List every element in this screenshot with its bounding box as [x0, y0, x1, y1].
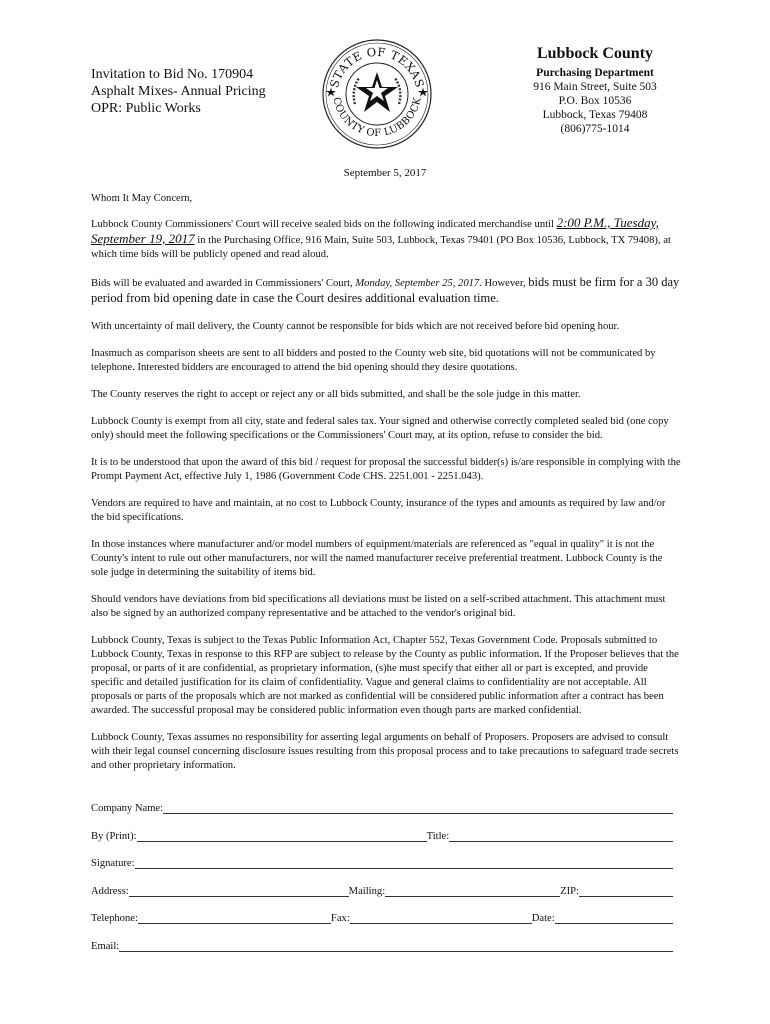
paragraph-bid-deadline [91, 216, 681, 262]
phone-number: (806)775-1014 [560, 123, 630, 135]
title-field[interactable] [449, 830, 673, 842]
department-name: Purchasing Department [536, 67, 654, 79]
telephone-field[interactable] [138, 912, 331, 924]
star-seal-icon [321, 38, 433, 150]
fax-label: Fax: [330, 913, 350, 924]
city-state-zip: Lubbock, Texas 79408 [542, 109, 648, 121]
text-run: However, [481, 278, 529, 289]
paragraph-tax-exempt: Lubbock County is exempt from all city, state and federal sales tax. Your signed and otherwise correctly completed sealed bid (one copy only) should meet the following specifications or the Commissioners' Court may, at its option, refuse to consider the bid. [91, 416, 669, 441]
company-name-label: Company Name: [91, 803, 164, 814]
zip-label: ZIP: [560, 885, 580, 897]
text-run: Lubbock County Commissioners' Court will receive sealed bids on the following indicated merchandise until [91, 219, 557, 230]
bid-title: Asphalt Mixes- Annual Pricing [91, 84, 266, 99]
signature-label: Signature: [91, 858, 135, 869]
street-address: 916 Main Street, Suite 503 [533, 81, 657, 93]
bid-info [91, 66, 266, 117]
paragraph-comparison: Inasmuch as comparison sheets are sent to all bidders and posted to the County web site, bid quotations will not be communicated by telephone. Interested bidders are encouraged to attend the bid opening should they desire quotations. [91, 348, 656, 373]
paragraph-equal-quality: In those instances where manufacturer and/or model numbers of equipment/materials are referenced as "equal in quality" it is not the County's intent to rule out other manufacturers, nor will the named manufacturer receive preferential treatment. Lubbock County is the sole judge in determining the suitability of items bid. [91, 539, 663, 578]
form-row-address [91, 883, 673, 897]
letter-body [91, 192, 681, 786]
deadline-highlight: 2:00 P.M., Tuesday, September 19, 2017 [91, 215, 659, 246]
form-row-phone [91, 910, 673, 924]
seal-top-text: STATE OF TEXAS [326, 44, 428, 90]
text-run: in the Purchasing Office, 916 Main, Suite 503, Lubbock, Texas 79401 (PO Box 10536, Lubbock, TX 79408), at which time bids will be publicly opened and read aloud. [91, 235, 671, 260]
email-label: Email: [91, 940, 120, 952]
form-row-signature [91, 855, 673, 869]
by-print-label: By (Print): [91, 830, 137, 842]
paragraph-public-info: Lubbock County, Texas is subject to the Texas Public Information Act, Chapter 552, Texas Government Code. Proposals submitted to Lubbock County, Texas in response to this RFP are subject to release by the County as public information. If the Proposer believes that the proposal, or parts of it are confidential, as proprietary information, (s)he must specify that either all or part is excepted, and provide specific and detailed justification for its claim of confidentiality. Vague and general claims to confidentiality are not acceptable. All proposals or parts of the proposals which are not marked as confidential will be considered public information after a contract has been awarded. The successful proposal may be considered public information even though parts are marked confidential. [91, 635, 679, 716]
date-field[interactable] [555, 912, 673, 924]
county-contact [500, 44, 690, 136]
paragraph-legal: Lubbock County, Texas assumes no responsibility for asserting legal arguments on behalf of Proposers. Proposers are advised to consult with their legal counsel concerning disclosure issues resulting from this proposal process and to take precautions to safeguard trade secrets and other proprietary information. [91, 732, 679, 771]
county-name: Lubbock County [536, 45, 654, 62]
email-field[interactable] [119, 940, 673, 952]
svg-text:COUNTY OF LUBBOCK [330, 96, 423, 139]
form-row-print-title [91, 828, 673, 842]
fax-field[interactable] [350, 912, 532, 924]
date-label: Date: [531, 913, 555, 924]
zip-field[interactable] [579, 885, 673, 897]
company-name-field[interactable] [163, 802, 673, 814]
form-row-company [91, 800, 673, 814]
paragraph-deviations: Should vendors have deviations from bid specifications all deviations must be listed on a self-scribed attachment. This attachment must also be signed by an authorized company representative and be attached to the vendor's original bid. [91, 594, 666, 619]
title-label: Title: [426, 830, 450, 842]
paragraph-reserve: The County reserves the right to accept or reject any or all bids submitted, and shall be the sole judge in this matter. [91, 389, 581, 400]
paragraph-insurance: Vendors are required to have and maintain, at no cost to Lubbock County, insurance of the types and amounts as required by law and/or the bid specifications. [91, 498, 666, 523]
signature-field[interactable] [135, 857, 673, 869]
award-date: Monday, September 25, 2017. [355, 278, 482, 289]
text-run: Bids will be evaluated and awarded in Commissioners' Court, [91, 278, 356, 289]
paragraph-mail: With uncertainty of mail delivery, the County cannot be responsible for bids which are not received before bid opening hour. [91, 321, 620, 332]
telephone-label: Telephone: [91, 913, 138, 924]
letter-date: September 5, 2017 [343, 167, 427, 179]
address-label: Address: [91, 885, 129, 897]
vendor-form [91, 800, 673, 965]
paragraph-evaluation [91, 275, 681, 307]
mailing-label: Mailing: [348, 885, 386, 897]
by-print-field[interactable] [137, 830, 427, 842]
address-field[interactable] [129, 885, 349, 897]
mailing-field[interactable] [385, 885, 560, 897]
form-row-email [91, 938, 673, 952]
seal-bottom-text: COUNTY OF LUBBOCK [330, 96, 424, 140]
bid-opr: OPR: Public Works [91, 101, 201, 116]
paragraph-prompt-payment: It is to be understood that upon the award of this bid / request for proposal the successful bidder(s) is/are responsible in complying with the Prompt Payment Act, effective July 1, 1986 (Government Code CHS. 2251.001 - 2251.043). [91, 457, 681, 482]
greeting: Whom It May Concern, [91, 193, 193, 204]
po-box: P.O. Box 10536 [558, 95, 632, 107]
firm-period-text: bids must be firm for a 30 day period from bid opening date in case the Court desires additional evaluation time. [91, 275, 680, 305]
bid-number: Invitation to Bid No. 170904 [91, 67, 254, 82]
